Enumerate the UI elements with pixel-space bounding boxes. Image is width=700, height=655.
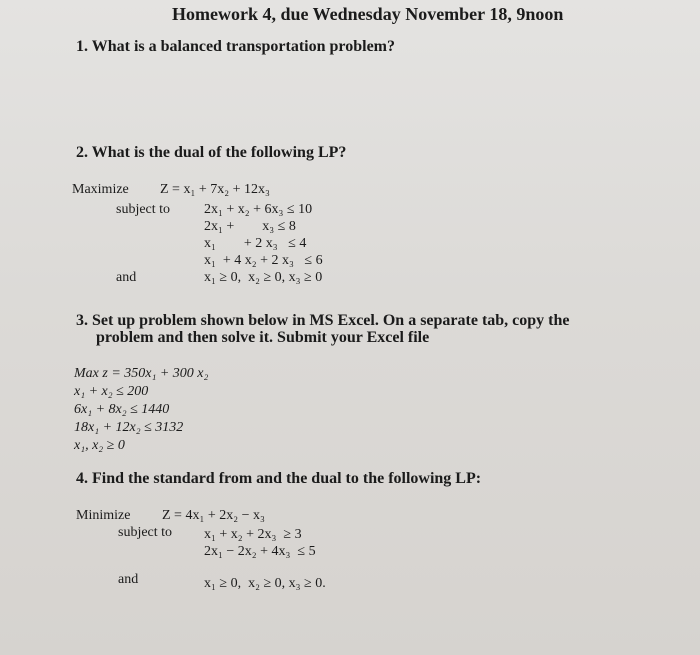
q2-subject-to-label: subject to bbox=[116, 202, 171, 217]
q2-nonnegativity: x₁ ≥ 0, x₂ ≥ 0, x₃ ≥ 0 bbox=[204, 270, 323, 285]
maximize-label: Maximize bbox=[72, 182, 129, 197]
q3-nonnegativity: x₁, x₂ ≥ 0 bbox=[74, 438, 125, 453]
minimize-label: Minimize bbox=[76, 508, 131, 523]
question-3-line-2: problem and then solve it. Submit your Excel file bbox=[96, 329, 430, 346]
q3-objective: Max z = 350x₁ + 300 x₂ bbox=[74, 366, 209, 381]
q4-objective: Z = 4x₁ + 2x₂ − x₃ bbox=[162, 508, 265, 523]
q4-subject-to-label: subject to bbox=[118, 525, 173, 540]
question-4: 4. Find the standard from and the dual to the following LP: bbox=[76, 470, 482, 487]
q3-constraint-3: 18x₁ + 12x₂ ≤ 3132 bbox=[74, 420, 184, 435]
q4-and-label: and bbox=[118, 572, 139, 587]
q2-constraint-3: x₁ + 2 x₃ ≤ 4 bbox=[204, 236, 307, 251]
question-3-line-1: 3. Set up problem shown below in MS Excel. On a separate tab, copy the bbox=[76, 312, 570, 329]
q2-objective: Z = x₁ + 7x₂ + 12x₃ bbox=[160, 182, 270, 197]
question-2: 2. What is the dual of the following LP? bbox=[76, 144, 347, 161]
q2-constraint-1: 2x₁ + x₂ + 6x₃ ≤ 10 bbox=[204, 202, 313, 217]
page-title: Homework 4, due Wednesday November 18, 9noon bbox=[172, 4, 564, 24]
q4-constraint-2: 2x₁ − 2x₂ + 4x₃ ≤ 5 bbox=[204, 544, 316, 559]
q4-constraint-1: x₁ + x₂ + 2x₃ ≥ 3 bbox=[204, 527, 302, 542]
q2-constraint-4: x₁ + 4 x₂ + 2 x₃ ≤ 6 bbox=[204, 253, 323, 268]
q4-nonnegativity: x₁ ≥ 0, x₂ ≥ 0, x₃ ≥ 0. bbox=[204, 576, 326, 591]
q3-constraint-2: 6x₁ + 8x₂ ≤ 1440 bbox=[74, 402, 170, 417]
q2-constraint-2: 2x₁ + x₃ ≤ 8 bbox=[204, 219, 296, 234]
q3-constraint-1: x₁ + x₂ ≤ 200 bbox=[74, 384, 149, 399]
q2-and-label: and bbox=[116, 270, 137, 285]
question-1: 1. What is a balanced transportation problem? bbox=[76, 38, 395, 55]
